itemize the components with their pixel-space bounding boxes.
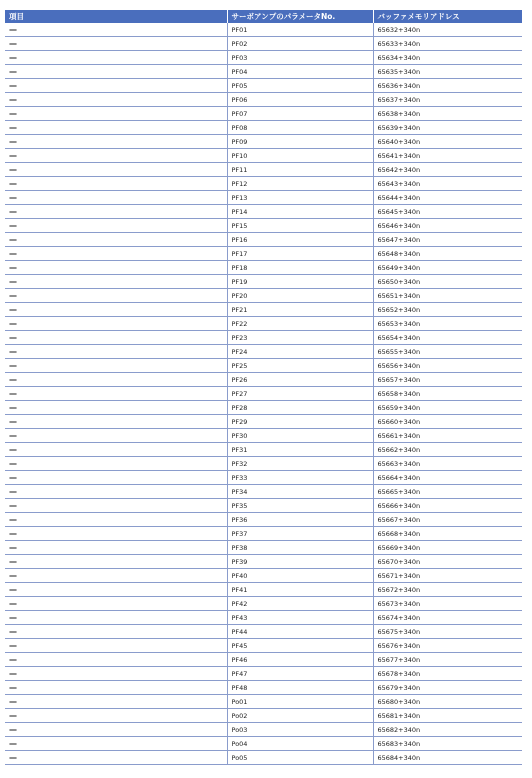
param-no-cell: Po05 xyxy=(227,751,373,765)
param-no-cell: Po01 xyxy=(227,695,373,709)
item-cell xyxy=(5,79,227,93)
table-row xyxy=(5,387,522,401)
table-row xyxy=(5,681,522,695)
table-row xyxy=(5,401,522,415)
item-cell xyxy=(5,443,227,457)
param-no-cell: PF46 xyxy=(227,653,373,667)
param-no-cell: PF22 xyxy=(227,317,373,331)
item-cell xyxy=(5,177,227,191)
address-cell: 65666+340n xyxy=(373,499,522,513)
item-cell xyxy=(5,555,227,569)
address-cell: 65676+340n xyxy=(373,639,522,653)
item-cell xyxy=(5,667,227,681)
param-no-cell: PF13 xyxy=(227,191,373,205)
item-cell xyxy=(5,303,227,317)
item-cell xyxy=(5,527,227,541)
item-dash: — xyxy=(9,164,17,174)
item-dash: — xyxy=(9,80,17,90)
address-cell: 65653+340n xyxy=(373,317,522,331)
param-no-cell: PF31 xyxy=(227,443,373,457)
address-cell: 65669+340n xyxy=(373,541,522,555)
param-no-cell: PF18 xyxy=(227,261,373,275)
item-dash: — xyxy=(9,318,17,328)
item-cell xyxy=(5,233,227,247)
param-no-cell: PF41 xyxy=(227,583,373,597)
table-row xyxy=(5,205,522,219)
item-dash: — xyxy=(9,556,17,566)
item-dash: — xyxy=(9,192,17,202)
item-dash: — xyxy=(9,262,17,272)
param-no-cell: PF43 xyxy=(227,611,373,625)
item-cell xyxy=(5,751,227,765)
param-no-cell: Po04 xyxy=(227,737,373,751)
param-no-cell: PF42 xyxy=(227,597,373,611)
table-row xyxy=(5,345,522,359)
address-cell: 65675+340n xyxy=(373,625,522,639)
item-cell xyxy=(5,723,227,737)
param-no-cell: PF01 xyxy=(227,23,373,37)
item-cell xyxy=(5,569,227,583)
param-no-cell: PF34 xyxy=(227,485,373,499)
address-cell: 65643+340n xyxy=(373,177,522,191)
item-cell xyxy=(5,163,227,177)
table-row xyxy=(5,555,522,569)
table-row xyxy=(5,177,522,191)
table-row xyxy=(5,359,522,373)
param-no-cell: PF20 xyxy=(227,289,373,303)
param-no-cell: PF07 xyxy=(227,107,373,121)
address-cell: 65657+340n xyxy=(373,373,522,387)
address-cell: 65649+340n xyxy=(373,261,522,275)
param-no-cell: PF19 xyxy=(227,275,373,289)
table-row xyxy=(5,191,522,205)
item-cell xyxy=(5,107,227,121)
table-row xyxy=(5,443,522,457)
param-no-cell: PF24 xyxy=(227,345,373,359)
item-dash: — xyxy=(9,444,17,454)
header-servo-param-no: サーボアンプのパラメータNo. xyxy=(227,10,373,23)
item-cell xyxy=(5,653,227,667)
item-cell xyxy=(5,499,227,513)
param-no-cell: PF11 xyxy=(227,163,373,177)
item-dash: — xyxy=(9,542,17,552)
param-no-cell: PF33 xyxy=(227,471,373,485)
table-row xyxy=(5,499,522,513)
address-cell: 65684+340n xyxy=(373,751,522,765)
item-dash: — xyxy=(9,458,17,468)
item-cell xyxy=(5,93,227,107)
address-cell: 65658+340n xyxy=(373,387,522,401)
param-no-cell: PF17 xyxy=(227,247,373,261)
param-no-cell: PF48 xyxy=(227,681,373,695)
item-dash: — xyxy=(9,472,17,482)
item-dash: — xyxy=(9,178,17,188)
item-cell xyxy=(5,597,227,611)
item-dash: — xyxy=(9,388,17,398)
address-cell: 65648+340n xyxy=(373,247,522,261)
table-row xyxy=(5,415,522,429)
address-cell: 65640+340n xyxy=(373,135,522,149)
address-cell: 65679+340n xyxy=(373,681,522,695)
table-body xyxy=(5,23,522,765)
item-cell xyxy=(5,401,227,415)
item-dash: — xyxy=(9,24,17,34)
table-row xyxy=(5,135,522,149)
item-dash: — xyxy=(9,710,17,720)
item-cell xyxy=(5,541,227,555)
table-row xyxy=(5,695,522,709)
address-cell: 65636+340n xyxy=(373,79,522,93)
item-dash: — xyxy=(9,52,17,62)
item-dash: — xyxy=(9,416,17,426)
item-cell xyxy=(5,387,227,401)
param-no-cell: PF02 xyxy=(227,37,373,51)
item-dash: — xyxy=(9,612,17,622)
param-no-cell: PF37 xyxy=(227,527,373,541)
item-dash: — xyxy=(9,38,17,48)
item-cell xyxy=(5,65,227,79)
item-dash: — xyxy=(9,122,17,132)
item-cell xyxy=(5,345,227,359)
table-row xyxy=(5,737,522,751)
item-cell xyxy=(5,289,227,303)
table-row xyxy=(5,331,522,345)
address-cell: 65671+340n xyxy=(373,569,522,583)
param-no-cell: PF03 xyxy=(227,51,373,65)
table-row xyxy=(5,373,522,387)
table-row xyxy=(5,541,522,555)
item-dash: — xyxy=(9,332,17,342)
item-dash: — xyxy=(9,108,17,118)
item-dash: — xyxy=(9,682,17,692)
item-cell xyxy=(5,149,227,163)
param-no-cell: Po03 xyxy=(227,723,373,737)
table-row xyxy=(5,65,522,79)
table-row xyxy=(5,597,522,611)
table-row xyxy=(5,163,522,177)
address-cell: 65647+340n xyxy=(373,233,522,247)
address-cell: 65633+340n xyxy=(373,37,522,51)
address-cell: 65681+340n xyxy=(373,709,522,723)
item-dash: — xyxy=(9,290,17,300)
item-dash: — xyxy=(9,304,17,314)
item-dash: — xyxy=(9,248,17,258)
address-cell: 65641+340n xyxy=(373,149,522,163)
address-cell: 65662+340n xyxy=(373,443,522,457)
param-no-cell: PF38 xyxy=(227,541,373,555)
address-cell: 65677+340n xyxy=(373,653,522,667)
param-no-cell: PF40 xyxy=(227,569,373,583)
address-cell: 65638+340n xyxy=(373,107,522,121)
table-row xyxy=(5,429,522,443)
item-cell xyxy=(5,737,227,751)
address-cell: 65655+340n xyxy=(373,345,522,359)
item-cell xyxy=(5,709,227,723)
param-no-cell: PF09 xyxy=(227,135,373,149)
address-cell: 65672+340n xyxy=(373,583,522,597)
table-row xyxy=(5,639,522,653)
item-dash: — xyxy=(9,220,17,230)
param-no-cell: PF04 xyxy=(227,65,373,79)
item-cell xyxy=(5,247,227,261)
item-cell xyxy=(5,695,227,709)
address-cell: 65664+340n xyxy=(373,471,522,485)
param-no-cell: PF39 xyxy=(227,555,373,569)
item-dash: — xyxy=(9,150,17,160)
param-no-cell: PF36 xyxy=(227,513,373,527)
table-row xyxy=(5,485,522,499)
param-no-cell: PF26 xyxy=(227,373,373,387)
item-dash: — xyxy=(9,66,17,76)
address-cell: 65651+340n xyxy=(373,289,522,303)
address-cell: 65654+340n xyxy=(373,331,522,345)
item-cell xyxy=(5,135,227,149)
address-cell: 65646+340n xyxy=(373,219,522,233)
table-row xyxy=(5,233,522,247)
item-dash: — xyxy=(9,94,17,104)
table-row xyxy=(5,457,522,471)
header-buffer-memory-address: バッファメモリアドレス xyxy=(373,10,522,23)
param-no-cell: PF15 xyxy=(227,219,373,233)
param-no-cell: PF25 xyxy=(227,359,373,373)
table-row xyxy=(5,247,522,261)
address-cell: 65665+340n xyxy=(373,485,522,499)
address-cell: 65637+340n xyxy=(373,93,522,107)
item-dash: — xyxy=(9,402,17,412)
address-cell: 65650+340n xyxy=(373,275,522,289)
item-dash: — xyxy=(9,206,17,216)
item-cell xyxy=(5,261,227,275)
address-cell: 65632+340n xyxy=(373,23,522,37)
item-dash: — xyxy=(9,626,17,636)
item-cell xyxy=(5,191,227,205)
item-dash: — xyxy=(9,346,17,356)
item-cell xyxy=(5,23,227,37)
table-row xyxy=(5,611,522,625)
param-no-cell: PF35 xyxy=(227,499,373,513)
item-dash: — xyxy=(9,374,17,384)
item-cell xyxy=(5,513,227,527)
item-dash: — xyxy=(9,500,17,510)
item-cell xyxy=(5,429,227,443)
table-row xyxy=(5,709,522,723)
param-no-cell: PF16 xyxy=(227,233,373,247)
item-cell xyxy=(5,373,227,387)
table-row xyxy=(5,261,522,275)
param-no-cell: PF14 xyxy=(227,205,373,219)
param-no-cell: PF08 xyxy=(227,121,373,135)
item-cell xyxy=(5,681,227,695)
table-row xyxy=(5,667,522,681)
address-cell: 65674+340n xyxy=(373,611,522,625)
item-cell xyxy=(5,639,227,653)
parameter-address-table xyxy=(5,10,522,765)
address-cell: 65639+340n xyxy=(373,121,522,135)
address-cell: 65668+340n xyxy=(373,527,522,541)
table-row xyxy=(5,289,522,303)
item-cell xyxy=(5,51,227,65)
address-cell: 65683+340n xyxy=(373,737,522,751)
param-no-cell: PF06 xyxy=(227,93,373,107)
param-no-cell: PF28 xyxy=(227,401,373,415)
item-dash: — xyxy=(9,136,17,146)
item-dash: — xyxy=(9,584,17,594)
item-dash: — xyxy=(9,724,17,734)
item-dash: — xyxy=(9,738,17,748)
item-dash: — xyxy=(9,234,17,244)
item-cell xyxy=(5,219,227,233)
item-cell xyxy=(5,331,227,345)
param-no-cell: Po02 xyxy=(227,709,373,723)
address-cell: 65645+340n xyxy=(373,205,522,219)
table-row xyxy=(5,751,522,765)
param-no-cell: PF47 xyxy=(227,667,373,681)
param-no-cell: PF10 xyxy=(227,149,373,163)
item-cell xyxy=(5,317,227,331)
item-dash: — xyxy=(9,598,17,608)
item-cell xyxy=(5,611,227,625)
item-cell xyxy=(5,457,227,471)
item-dash: — xyxy=(9,570,17,580)
address-cell: 65670+340n xyxy=(373,555,522,569)
item-dash: — xyxy=(9,654,17,664)
address-cell: 65678+340n xyxy=(373,667,522,681)
header-row xyxy=(5,10,522,23)
item-dash: — xyxy=(9,696,17,706)
header-item: 項目 xyxy=(5,10,227,23)
address-cell: 65635+340n xyxy=(373,65,522,79)
address-cell: 65663+340n xyxy=(373,457,522,471)
item-cell xyxy=(5,485,227,499)
table-row xyxy=(5,121,522,135)
table-row xyxy=(5,23,522,37)
address-cell: 65656+340n xyxy=(373,359,522,373)
item-cell xyxy=(5,583,227,597)
table-row xyxy=(5,625,522,639)
item-dash: — xyxy=(9,486,17,496)
address-cell: 65661+340n xyxy=(373,429,522,443)
address-cell: 65634+340n xyxy=(373,51,522,65)
item-cell xyxy=(5,121,227,135)
table-row xyxy=(5,471,522,485)
table-row xyxy=(5,583,522,597)
address-cell: 65680+340n xyxy=(373,695,522,709)
item-cell xyxy=(5,625,227,639)
item-cell xyxy=(5,359,227,373)
address-cell: 65652+340n xyxy=(373,303,522,317)
item-cell xyxy=(5,205,227,219)
param-no-cell: PF05 xyxy=(227,79,373,93)
address-cell: 65659+340n xyxy=(373,401,522,415)
address-cell: 65642+340n xyxy=(373,163,522,177)
address-cell: 65667+340n xyxy=(373,513,522,527)
address-cell: 65644+340n xyxy=(373,191,522,205)
item-cell xyxy=(5,275,227,289)
table-row xyxy=(5,219,522,233)
table-row xyxy=(5,107,522,121)
table-row xyxy=(5,275,522,289)
table-row xyxy=(5,149,522,163)
item-dash: — xyxy=(9,528,17,538)
item-dash: — xyxy=(9,668,17,678)
param-no-cell: PF32 xyxy=(227,457,373,471)
address-cell: 65673+340n xyxy=(373,597,522,611)
table-row xyxy=(5,527,522,541)
table-row xyxy=(5,317,522,331)
item-dash: — xyxy=(9,430,17,440)
item-dash: — xyxy=(9,514,17,524)
item-dash: — xyxy=(9,276,17,286)
table-row xyxy=(5,37,522,51)
table-row xyxy=(5,51,522,65)
item-cell xyxy=(5,37,227,51)
item-dash: — xyxy=(9,360,17,370)
param-no-cell: PF23 xyxy=(227,331,373,345)
table-row xyxy=(5,653,522,667)
param-no-cell: PF30 xyxy=(227,429,373,443)
address-cell: 65682+340n xyxy=(373,723,522,737)
param-no-cell: PF21 xyxy=(227,303,373,317)
param-no-cell: PF45 xyxy=(227,639,373,653)
table-header xyxy=(5,10,522,23)
address-cell: 65660+340n xyxy=(373,415,522,429)
item-dash: — xyxy=(9,640,17,650)
table-row xyxy=(5,93,522,107)
item-cell xyxy=(5,471,227,485)
table-row xyxy=(5,303,522,317)
param-no-cell: PF29 xyxy=(227,415,373,429)
table-row xyxy=(5,723,522,737)
param-no-cell: PF12 xyxy=(227,177,373,191)
item-dash: — xyxy=(9,752,17,762)
param-no-cell: PF27 xyxy=(227,387,373,401)
param-no-cell: PF44 xyxy=(227,625,373,639)
table-row xyxy=(5,569,522,583)
table-row xyxy=(5,513,522,527)
item-cell xyxy=(5,415,227,429)
table-row xyxy=(5,79,522,93)
